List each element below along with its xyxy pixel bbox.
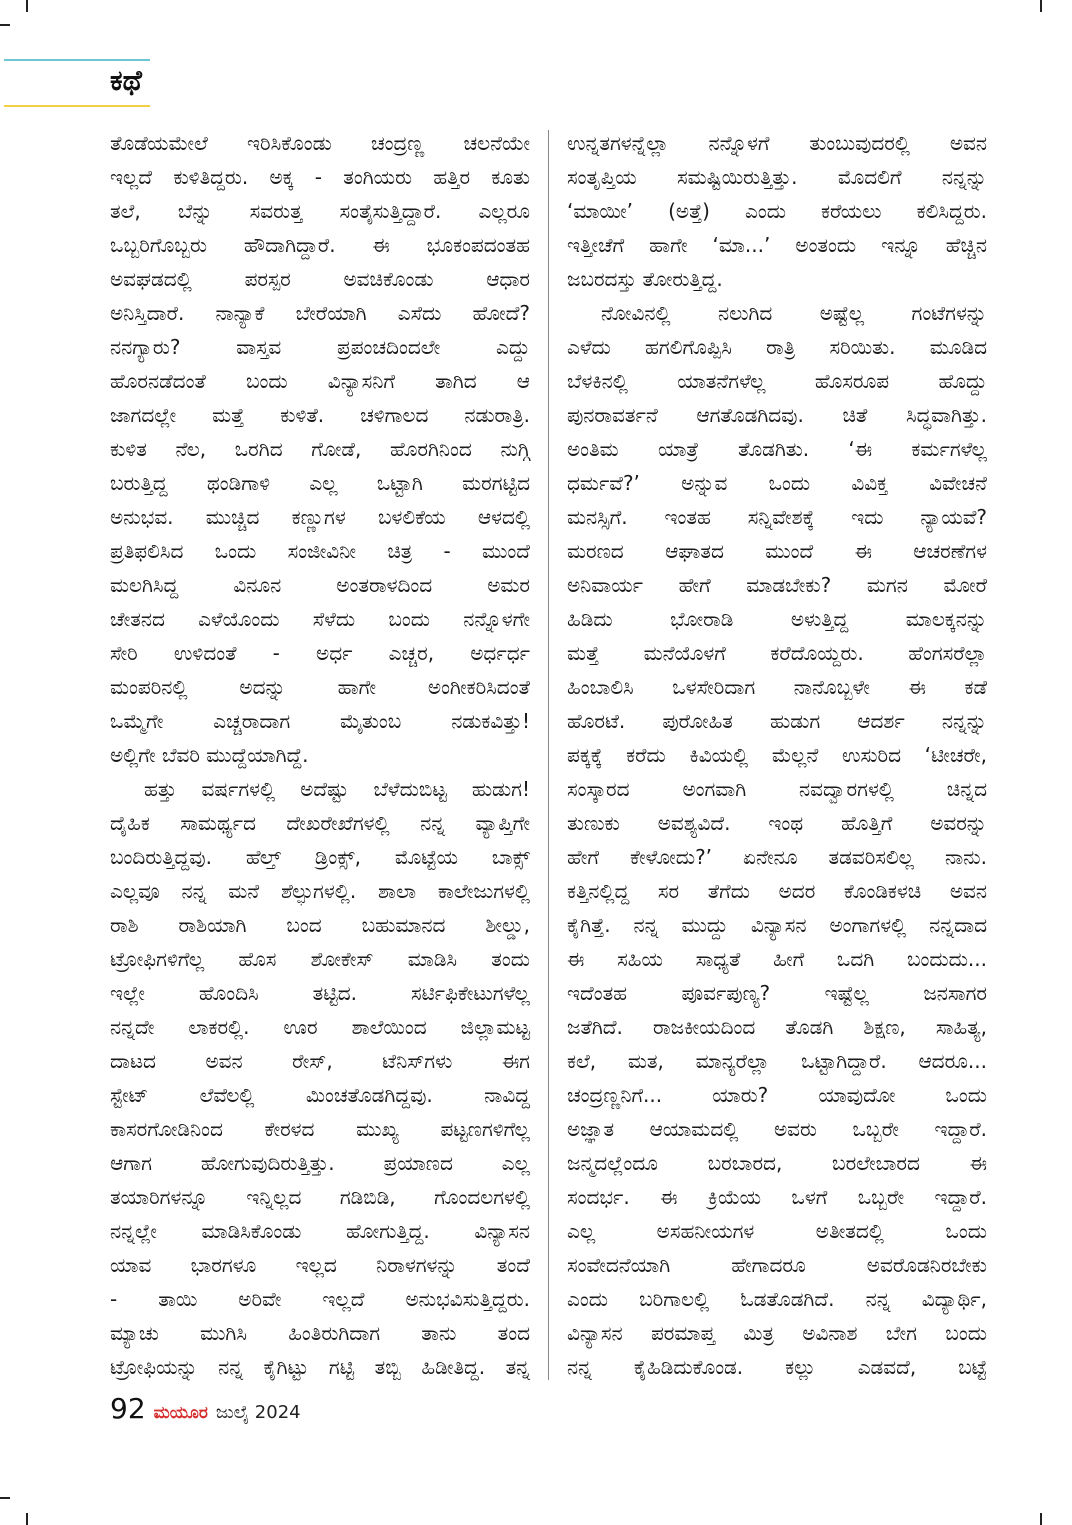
text-line: ಇಲ್ಲದೆ ಕುಳಿತಿದ್ದರು. ಅಕ್ಕ - ತಂಗಿಯರು ಹತ್ತಿರ ಕೂತು <box>110 165 530 189</box>
text-line: ಅಲ್ಲಿಗೇ ಬೆವರಿ ಮುದ್ದೆಯಾಗಿದ್ದೆ. <box>110 743 309 767</box>
text-line: ತೊಡೆಯಮೇಲೆ ಇರಿಸಿಕೊಂಡು ಚಂದ್ರಣ್ಣ ಚಲನೆಯೇ <box>110 131 530 155</box>
text-line: ಅವಘಡದಲ್ಲಿ ಪರಸ್ಪರ ಅವಚಿಕೊಂಡು ಆಧಾರ <box>110 267 530 291</box>
text-line: ಅನಿವಾರ್ಯ ಹೇಗೆ ಮಾಡಬೇಕು? ಮಗನ ಮೋರೆ <box>567 573 987 597</box>
crop-mark <box>0 1497 10 1499</box>
crop-mark <box>26 1513 28 1525</box>
text-line: ಟ್ರೋಫಿಯನ್ನು ನನ್ನ ಕೈಗಿಟ್ಟು ಗಟ್ಟಿ ತಬ್ಬಿ ಹಿಡೀತಿದ್ದ. ತನ್ನ <box>110 1355 530 1379</box>
text-line: ಮನಸ್ಸಿಗೆ. ಇಂತಹ ಸನ್ನಿವೇಶಕ್ಕೆ ಇದು ನ್ಯಾಯವೆ? <box>567 505 987 529</box>
text-line: ಧರ್ಮವೆ?’ ಅನ್ನುವ ಒಂದು ವಿವಿಕ್ತ ವಿವೇಚನೆ <box>567 471 987 495</box>
text-line: ಬೆಳಕಿನಲ್ಲಿ ಯಾತನೆಗಳೆಲ್ಲ ಹೊಸರೂಪ ಹೊದ್ದು <box>567 369 987 393</box>
text-line: ಜತೆಗಿದೆ. ರಾಜಕೀಯದಿಂದ ತೊಡಗಿ ಶಿಕ್ಷಣ, ಸಾಹಿತ್ಯ, <box>567 1015 987 1039</box>
issue-date: ಜುಲೈ 2024 <box>215 1402 301 1423</box>
crop-mark <box>0 24 10 26</box>
text-line: ಹೊರನಡೆದಂತೆ ಬಂದು ವಿನ್ಯಾಸನಿಗೆ ತಾಗಿದ ಆ <box>110 369 530 393</box>
section-rule-bottom <box>4 105 150 107</box>
text-line: ರಾಶಿ ರಾಶಿಯಾಗಿ ಬಂದ ಬಹುಮಾನದ ಶೀಲ್ಡು, <box>110 913 530 937</box>
text-line: ತಯಾರಿಗಳನ್ನೂ ಇನ್ನಿಲ್ಲದ ಗಡಿಬಿಡಿ, ಗೊಂದಲಗಳಲ್ಲಿ <box>110 1185 530 1209</box>
text-line: ಮಲಗಿಸಿದ್ದ ವಿನೂನ ಅಂತರಾಳದಿಂದ ಅಮರ <box>110 573 530 597</box>
text-line: ಎಲ್ಲ ಅಸಹನೀಯಗಳ ಅತೀತದಲ್ಲಿ ಒಂದು <box>567 1219 987 1243</box>
text-line: ಅನಿಸ್ತಿದಾರೆ. ನಾನ್ಯಾಕೆ ಬೇರೆಯಾಗಿ ಎಸೆದು ಹೋದೆ? <box>110 301 530 325</box>
text-line: ಸ್ಟೇಟ್ ಲೆವೆಲಲ್ಲಿ ಮಿಂಚತೊಡಗಿದ್ದವು. ನಾವಿದ್ದ <box>110 1083 530 1107</box>
text-line: ಚೇತನದ ಎಳೆಯೊಂದು ಸೆಳೆದು ಬಂದು ನನ್ನೊಳಗೇ <box>110 607 530 631</box>
text-line: ಸಂವೇದನೆಯಾಗಿ ಹೇಗಾದರೂ ಅವರೊಡನಿರಬೇಕು <box>567 1253 987 1277</box>
text-line: ಮತ್ತೆ ಮನೆಯೊಳಗೆ ಕರೆದೊಯ್ದರು. ಹೆಂಗಸರೆಲ್ಲಾ <box>567 641 987 665</box>
text-line: ಜನ್ಮದಲ್ಲೆಂದೂ ಬರಬಾರದ, ಬರಲೇಬಾರದ ಈ <box>567 1151 987 1175</box>
text-line: ಹೇಗೆ ಕೇಳೋದು?’ ಏನೇನೂ ತಡವರಿಸಲಿಲ್ಲ ನಾನು. <box>567 845 987 869</box>
text-line: ಸಂದರ್ಭ. ಈ ಕ್ರಿಯೆಯ ಒಳಗೆ ಒಬ್ಬರೇ ಇದ್ದಾರೆ. <box>567 1185 987 1209</box>
text-line: ನೋವಿನಲ್ಲಿ ನಲುಗಿದ ಅಷ್ಟೆಲ್ಲ ಗಂಟೆಗಳನ್ನು <box>601 301 987 325</box>
text-line: ವಿನ್ಯಾಸನ ಪರಮಾಪ್ತ ಮಿತ್ರ ಅವಿನಾಶ ಬೇಗ ಬಂದು <box>567 1321 987 1345</box>
text-line: ಯಾವ ಭಾರಗಳೂ ಇಲ್ಲದ ನಿರಾಳಗಳನ್ನು ತಂದೆ <box>110 1253 530 1277</box>
text-line: ‘ಮಾಯೀ’ (ಅತ್ತೆ) ಎಂದು ಕರೆಯಲು ಕಲಿಸಿದ್ದರು. <box>567 199 987 223</box>
text-line: ಒಬ್ಬರಿಗೊಬ್ಬರು ಹೌದಾಗಿದ್ದಾರೆ. ಈ ಭೂಕಂಪದಂತಹ <box>110 233 530 257</box>
page-number: 92 <box>110 1392 146 1425</box>
crop-mark <box>26 0 28 12</box>
text-line: ನನ್ನ ಕೈಹಿಡಿದುಕೊಂಡ. ಕಲ್ಲು ಎಡವದೆ, ಬಟ್ಟೆ <box>567 1355 987 1379</box>
text-line: ತಲೆ, ಬೆನ್ನು ಸವರುತ್ತ ಸಂತೈಸುತ್ತಿದ್ದಾರೆ. ಎಲ್ಲರೂ <box>110 199 530 223</box>
column-divider <box>548 130 549 1380</box>
text-line: ನನ್ನದೇ ಲಾಕರಲ್ಲಿ. ಊರ ಶಾಲೆಯಿಂದ ಜಿಲ್ಲಾಮಟ್ಟ <box>110 1015 530 1039</box>
text-line: ಅಜ್ಞಾತ ಆಯಾಮದಲ್ಲಿ ಅವರು ಒಬ್ಬರೇ ಇದ್ದಾರೆ. <box>567 1117 987 1141</box>
text-line: ಟ್ರೋಫಿಗಳಿಗೆಲ್ಲ ಹೊಸ ಶೋಕೇಸ್ ಮಾಡಿಸಿ ತಂದು <box>110 947 530 971</box>
text-line: ದಾಟದ ಅವನ ರೇಸ್, ಟೆನಿಸ್‌ಗಳು ಈಗ <box>110 1049 530 1073</box>
section-rule-top <box>4 59 150 61</box>
text-line: ಇಲ್ಲೇ ಹೊಂದಿಸಿ ತಟ್ಟಿದ. ಸರ್ಟಿಫಿಕೇಟುಗಳೆಲ್ಲ <box>110 981 530 1005</box>
text-line: ಪ್ರತಿಫಲಿಸಿದ ಒಂದು ಸಂಜೀವಿನೀ ಚಿತ್ರ - ಮುಂದೆ <box>110 539 530 563</box>
text-line: ನನಗ್ಯಾರು? ವಾಸ್ತವ ಪ್ರಪಂಚದಿಂದಲೇ ಎದ್ದು <box>110 335 530 359</box>
text-line: ಕತ್ತಿನಲ್ಲಿದ್ದ ಸರ ತೆಗೆದು ಅದರ ಕೊಂಡಿಕಳಚಿ ಅವನ <box>567 879 987 903</box>
text-line: ಅಂತಿಮ ಯಾತ್ರೆ ತೊಡಗಿತು. ‘ಈ ಕರ್ಮಗಳೆಲ್ಲ <box>567 437 987 461</box>
text-line: ಕೈಗಿತ್ತೆ. ನನ್ನ ಮುದ್ದು ವಿನ್ಯಾಸನ ಅಂಗಾಗಳಲ್ಲಿ ನನ್ನದಾದ <box>567 913 987 937</box>
text-line: ಜಬರದಸ್ತು ತೋರುತ್ತಿದ್ದ. <box>567 267 723 291</box>
crop-mark <box>1040 1513 1042 1525</box>
crop-mark <box>1040 0 1042 12</box>
text-line: ಮ್ಯಾಚು ಮುಗಿಸಿ ಹಿಂತಿರುಗಿದಾಗ ತಾನು ತಂದ <box>110 1321 530 1345</box>
text-line: ಬರುತ್ತಿದ್ದ ಥಂಡಿಗಾಳಿ ಎಲ್ಲ ಒಟ್ಟಾಗಿ ಮರಗಟ್ಟಿದ <box>110 471 530 495</box>
page-footer <box>110 1392 301 1428</box>
text-line: ಹಿಡಿದು ಭೋರಾಡಿ ಅಳುತ್ತಿದ್ದ ಮಾಲಕ್ಕನನ್ನು <box>567 607 987 631</box>
magazine-logo: ಮಯೂರ <box>153 1403 208 1423</box>
text-line: ಎಳೆದು ಹಗಲಿಗೊಪ್ಪಿಸಿ ರಾತ್ರಿ ಸರಿಯಿತು. ಮೂಡಿದ <box>567 335 987 359</box>
text-line: ಹೊರಟೆ. ಪುರೋಹಿತ ಹುಡುಗ ಆದರ್ಶ ನನ್ನನ್ನು <box>567 709 987 733</box>
text-line: ಉನ್ನತಗಳನ್ನೆಲ್ಲಾ ನನ್ನೊಳಗೆ ತುಂಬುವುದರಲ್ಲಿ ಅವನ <box>567 131 987 155</box>
section-title: ಕಥೆ <box>110 64 142 97</box>
text-line: ಪುನರಾವರ್ತನೆ ಆಗತೊಡಗಿದವು. ಚಿತೆ ಸಿದ್ಧವಾಗಿತ್ತು. <box>567 403 987 427</box>
text-line: ಚಂದ್ರಣ್ಣನಿಗೆ... ಯಾರು? ಯಾವುದೋ ಒಂದು <box>567 1083 987 1107</box>
text-line: ಕಲೆ, ಮತ, ಮಾನ್ಯರೆಲ್ಲಾ ಒಟ್ಟಾಗಿದ್ದಾರೆ. ಆದರೂ... <box>567 1049 987 1073</box>
text-line: ಎಲ್ಲವೂ ನನ್ನ ಮನೆ ಶೆಲ್ಫುಗಳಲ್ಲಿ. ಶಾಲಾ ಕಾಲೇಜುಗಳಲ್ಲಿ <box>110 879 530 903</box>
text-line: ಸಂಸ್ಕಾರದ ಅಂಗವಾಗಿ ನವದ್ವಾರಗಳಲ್ಲಿ ಚಿನ್ನದ <box>567 777 987 801</box>
text-line: ಒಮ್ಮೆಗೇ ಎಚ್ಚರಾದಾಗ ಮೈತುಂಬ ನಡುಕವಿತ್ತು! <box>110 709 530 733</box>
text-line: ಜಾಗದಲ್ಲೇ ಮತ್ತೆ ಕುಳಿತೆ. ಚಳಿಗಾಲದ ನಡುರಾತ್ರಿ. <box>110 403 530 427</box>
text-line: ನನ್ನಲ್ಲೇ ಮಾಡಿಸಿಕೊಂಡು ಹೋಗುತ್ತಿದ್ದ. ವಿನ್ಯಾಸನ <box>110 1219 530 1243</box>
text-line: - ತಾಯಿ ಅರಿವೇ ಇಲ್ಲದೆ ಅನುಭವಿಸುತ್ತಿದ್ದರು. <box>110 1287 530 1311</box>
text-line: ಇತ್ತೀಚೆಗೆ ಹಾಗೇ ‘ಮಾ...’ ಅಂತಂದು ಇನ್ನೂ ಹೆಚ್ಚಿನ <box>567 233 987 257</box>
text-line: ಆಗಾಗ ಹೋಗುವುದಿರುತ್ತಿತ್ತು. ಪ್ರಯಾಣದ ಎಲ್ಲ <box>110 1151 530 1175</box>
text-line: ಈ ಸಹಿಯ ಸಾಧ್ಯತೆ ಹೀಗೆ ಒದಗಿ ಬಂದುದು... <box>567 947 987 971</box>
text-line: ಬಂದಿರುತ್ತಿದ್ದವು. ಹೆಲ್ತ್ ಡ್ರಿಂಕ್ಸ್, ಮೊಟ್ಟೆಯ ಬಾಕ್ಸ್ <box>110 845 530 869</box>
left-column <box>110 126 530 1384</box>
text-line: ಕುಳಿತ ನೆಲ, ಒರಗಿದ ಗೋಡೆ, ಹೊರಗಿನಿಂದ ನುಗ್ಗಿ <box>110 437 530 461</box>
right-column <box>567 126 987 1384</box>
text-line: ತುಣುಕು ಅವಶ್ಯವಿದೆ. ಇಂಥ ಹೊತ್ತಿಗೆ ಅವರನ್ನು <box>567 811 987 835</box>
text-line: ದೈಹಿಕ ಸಾಮರ್ಥ್ಯದ ದೇಖರೇಖೆಗಳಲ್ಲಿ ನನ್ನ ವ್ಯಾಪ್ತಿಗೇ <box>110 811 530 835</box>
text-line: ಹತ್ತು ವರ್ಷಗಳಲ್ಲಿ ಅದೆಷ್ಟು ಬೆಳೆದುಬಿಟ್ಟ ಹುಡುಗ! <box>144 777 530 801</box>
text-line: ಎಂದು ಬರಿಗಾಲಲ್ಲಿ ಓಡತೊಡಗಿದೆ. ನನ್ನ ವಿದ್ಯಾರ್ಥಿ, <box>567 1287 987 1311</box>
text-line: ಸಂತೃಪ್ತಿಯ ಸಮಷ್ಟಿಯಿರುತ್ತಿತ್ತು. ಮೊದಲಿಗೆ ನನ್ನನ್ನು <box>567 165 987 189</box>
text-line: ಸೇರಿ ಉಳಿದಂತೆ - ಅರ್ಧ ಎಚ್ಚರ, ಅರ್ಧರ್ಧ <box>110 641 530 665</box>
text-line: ಪಕ್ಕಕ್ಕೆ ಕರೆದು ಕಿವಿಯಲ್ಲಿ ಮೆಲ್ಲನೆ ಉಸುರಿದ ‘ಟೀಚರೇ, <box>567 743 987 767</box>
text-line: ಅನುಭವ. ಮುಚ್ಚಿದ ಕಣ್ಣುಗಳ ಬಳಲಿಕೆಯ ಆಳದಲ್ಲಿ <box>110 505 530 529</box>
text-line: ಕಾಸರಗೋಡಿನಿಂದ ಕೇರಳದ ಮುಖ್ಯ ಪಟ್ಟಣಗಳಿಗೆಲ್ಲ <box>110 1117 530 1141</box>
text-line: ಮರಣದ ಆಘಾತದ ಮುಂದೆ ಈ ಆಚರಣೆಗಳ <box>567 539 987 563</box>
text-line: ಮಂಪರಿನಲ್ಲಿ ಅದನ್ನು ಹಾಗೇ ಅಂಗೀಕರಿಸಿದಂತೆ <box>110 675 530 699</box>
text-line: ಹಿಂಬಾಲಿಸಿ ಒಳಸೇರಿದಾಗ ನಾನೊಬ್ಬಳೇ ಈ ಕಡೆ <box>567 675 987 699</box>
text-line: ಇದೆಂತಹ ಪೂರ್ವಪುಣ್ಯ? ಇಷ್ಟೆಲ್ಲ ಜನಸಾಗರ <box>567 981 987 1005</box>
